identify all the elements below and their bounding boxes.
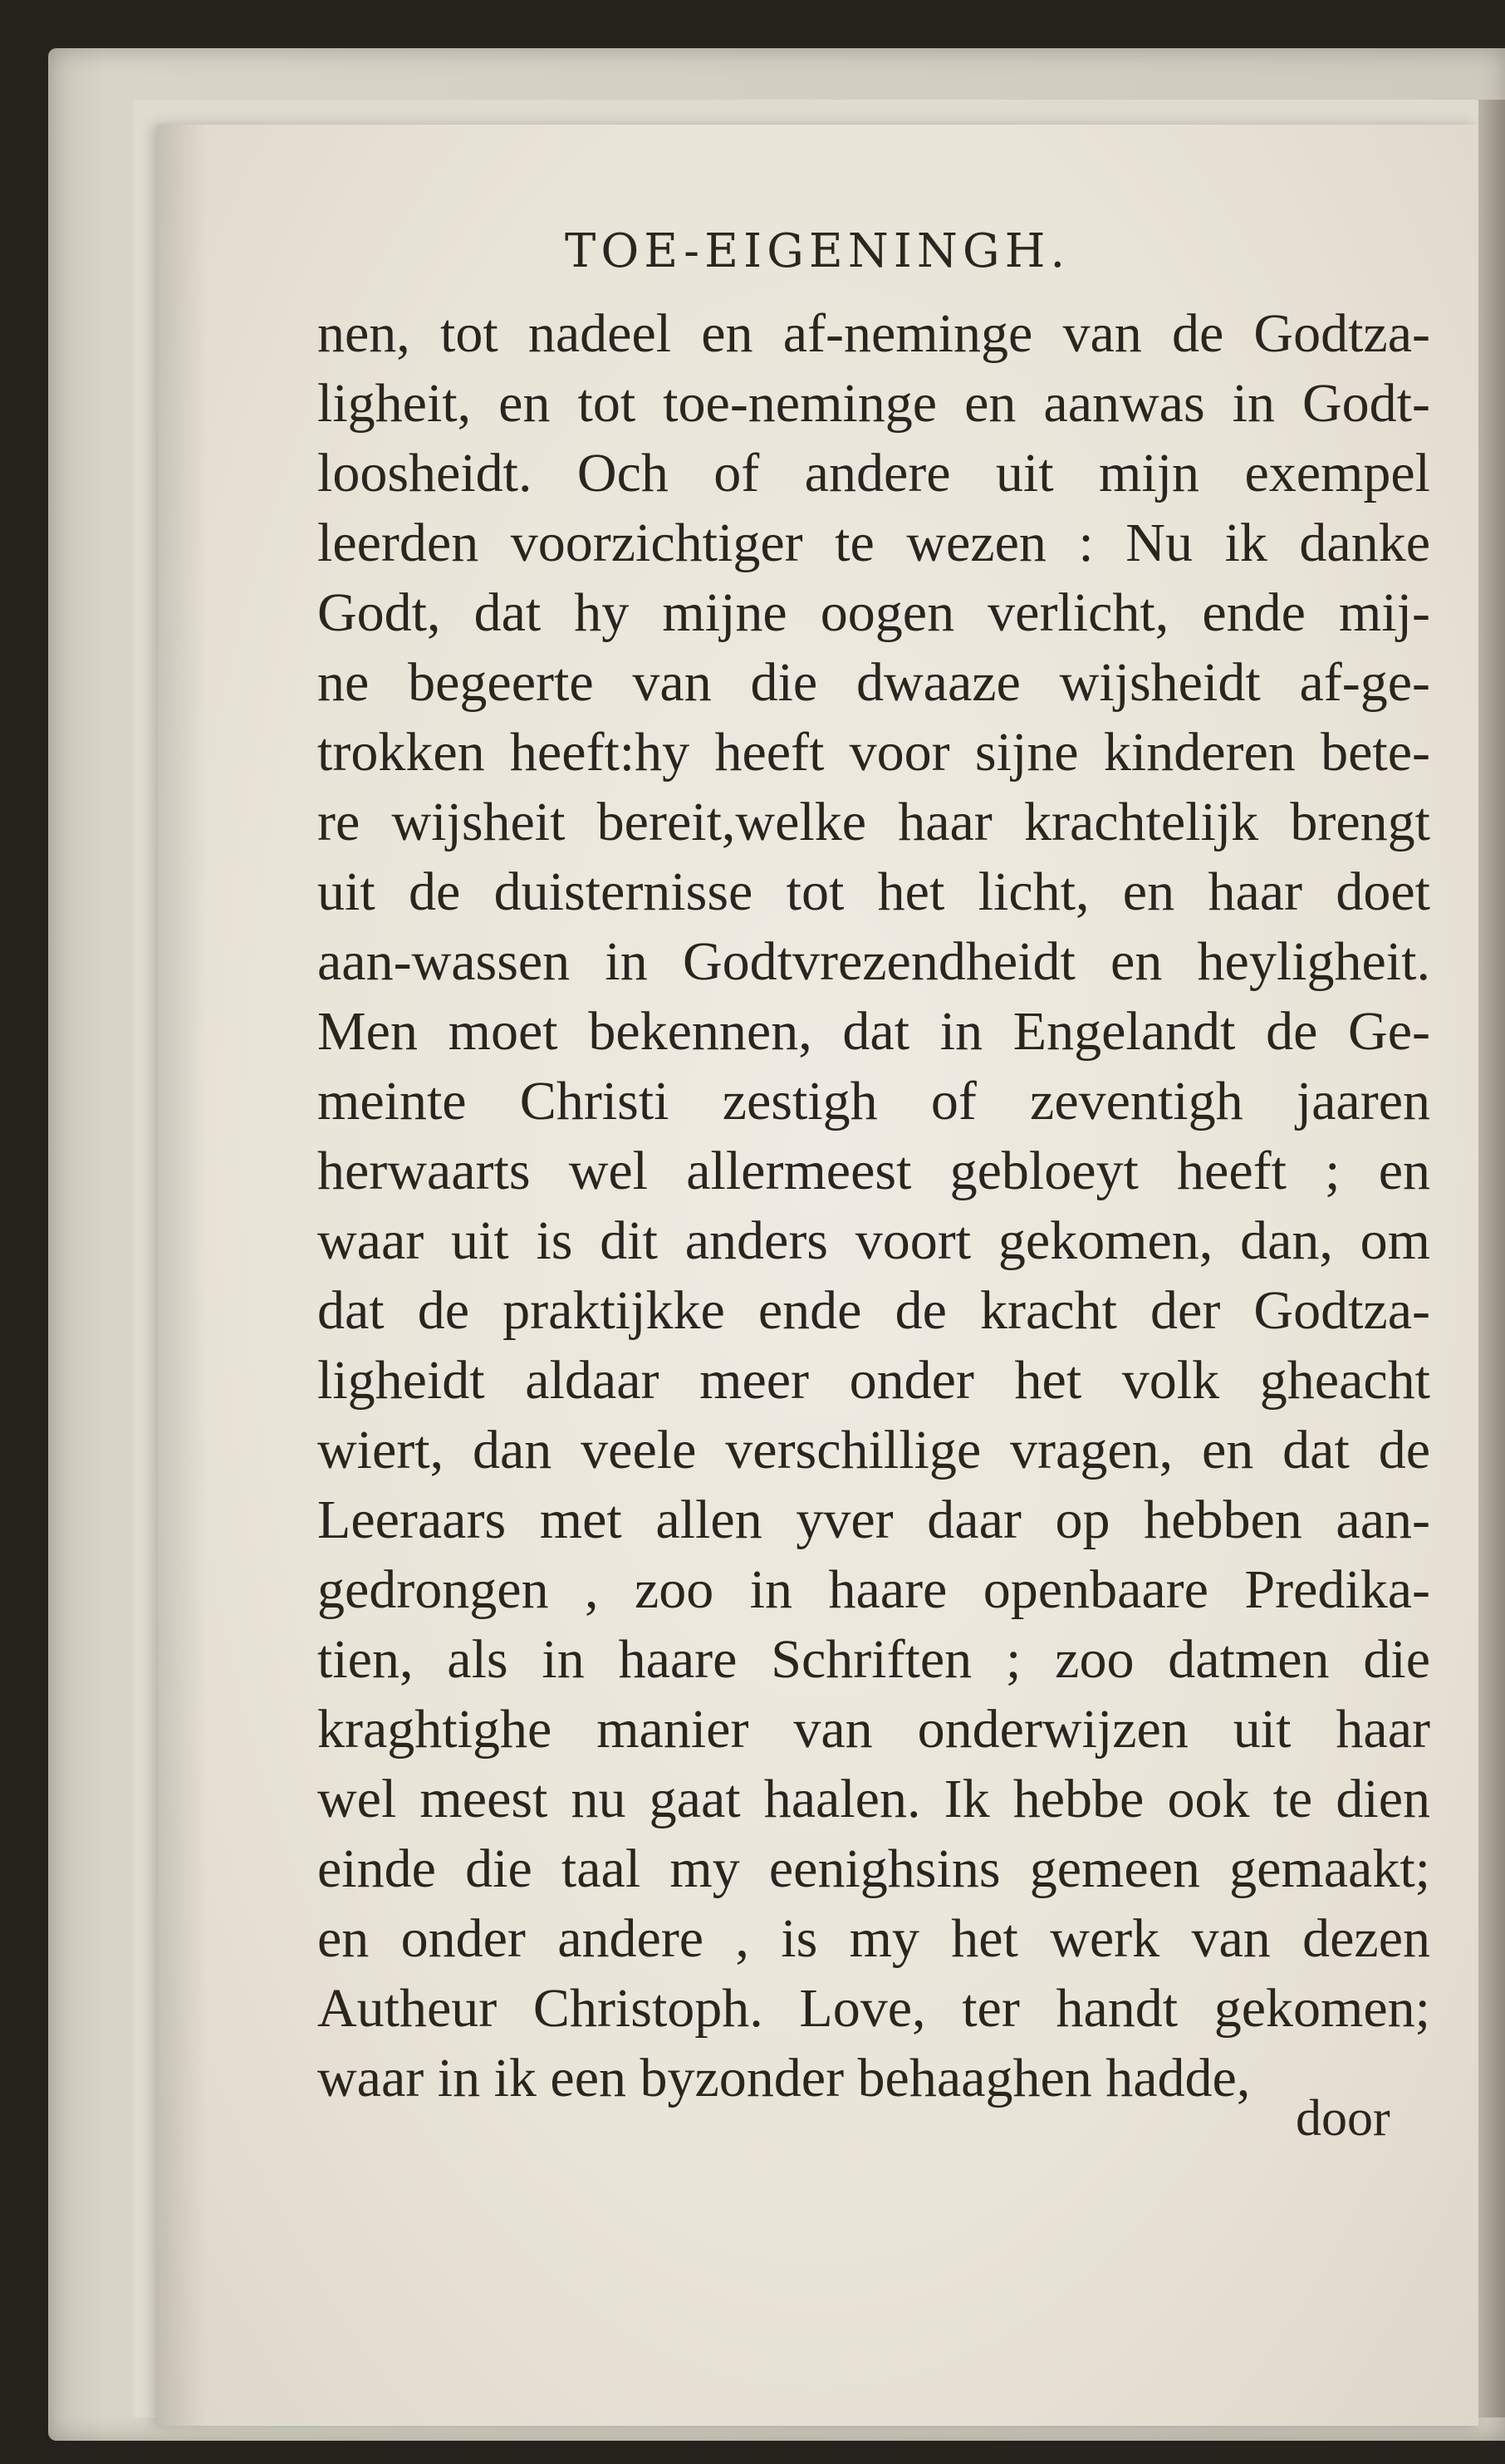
text-line: meinte Christi zestigh of zeventigh jaaren — [317, 1071, 1430, 1131]
text-line: kraghtighe manier van onderwijzen uit haar — [317, 1699, 1430, 1760]
text-line: waar uit is dit anders voort gekomen, dan, om — [317, 1210, 1430, 1271]
text-line: re wijsheit bereit,welke haar krachtelijk brengt — [317, 792, 1430, 852]
text-line: en onder andere , is my het werk van dezen — [317, 1908, 1430, 1969]
body-text — [317, 299, 1430, 2113]
spine-shadow — [158, 125, 208, 2426]
text-line: nen, tot nadeel en af-neminge van de Godtza- — [317, 303, 1430, 364]
text-line: aan-wassen in Godtvrezendheidt en heyligheit. — [317, 931, 1430, 992]
text-line: Men moet bekennen, dat in Engelandt de Ge- — [317, 1001, 1430, 1062]
text-line: herwaarts wel allermeest gebloeyt heeft ; en — [317, 1141, 1430, 1201]
catchword: door — [1296, 2090, 1390, 2147]
text-line: leerden voorzichtiger te wezen : Nu ik danke — [317, 513, 1430, 573]
fore-edge — [1478, 100, 1505, 2417]
running-head: TOE-EIGENINGH. — [565, 224, 1071, 278]
text-line: ligheidt aldaar meer onder het volk gheacht — [317, 1350, 1430, 1411]
text-line: wel meest nu gaat haalen. Ik hebbe ook te dien — [317, 1769, 1430, 1829]
text-line: uit de duisternisse tot het licht, en haar doet — [317, 861, 1430, 922]
text-line: ligheit, en tot toe-neminge en aanwas in Godt- — [317, 373, 1430, 434]
text-line: dat de praktijkke ende de kracht der Godtza- — [317, 1280, 1430, 1341]
text-line: waar in ik een byzonder behaaghen hadde, — [317, 2048, 1251, 2108]
text-line: wiert, dan veele verschillige vragen, en dat de — [317, 1420, 1430, 1480]
text-line: gedrongen , zoo in haare openbaare Predika- — [317, 1559, 1430, 1620]
text-line: trokken heeft:hy heeft voor sijne kinderen bete- — [317, 722, 1430, 783]
text-line: Godt, dat hy mijne oogen verlicht, ende mij- — [317, 582, 1430, 643]
text-line: Leeraars met allen yver daar op hebben aan- — [317, 1490, 1430, 1550]
text-line: loosheidt. Och of andere uit mijn exempel — [317, 443, 1430, 503]
text-line: ne begeerte van die dwaaze wijsheidt af-ge- — [317, 652, 1430, 713]
text-line: einde die taal my eenighsins gemeen gemaakt; — [317, 1838, 1430, 1899]
text-line: Autheur Christoph. Love, ter handt gekomen; — [317, 1978, 1430, 2039]
text-line: tien, als in haare Schriften ; zoo datmen die — [317, 1629, 1430, 1690]
